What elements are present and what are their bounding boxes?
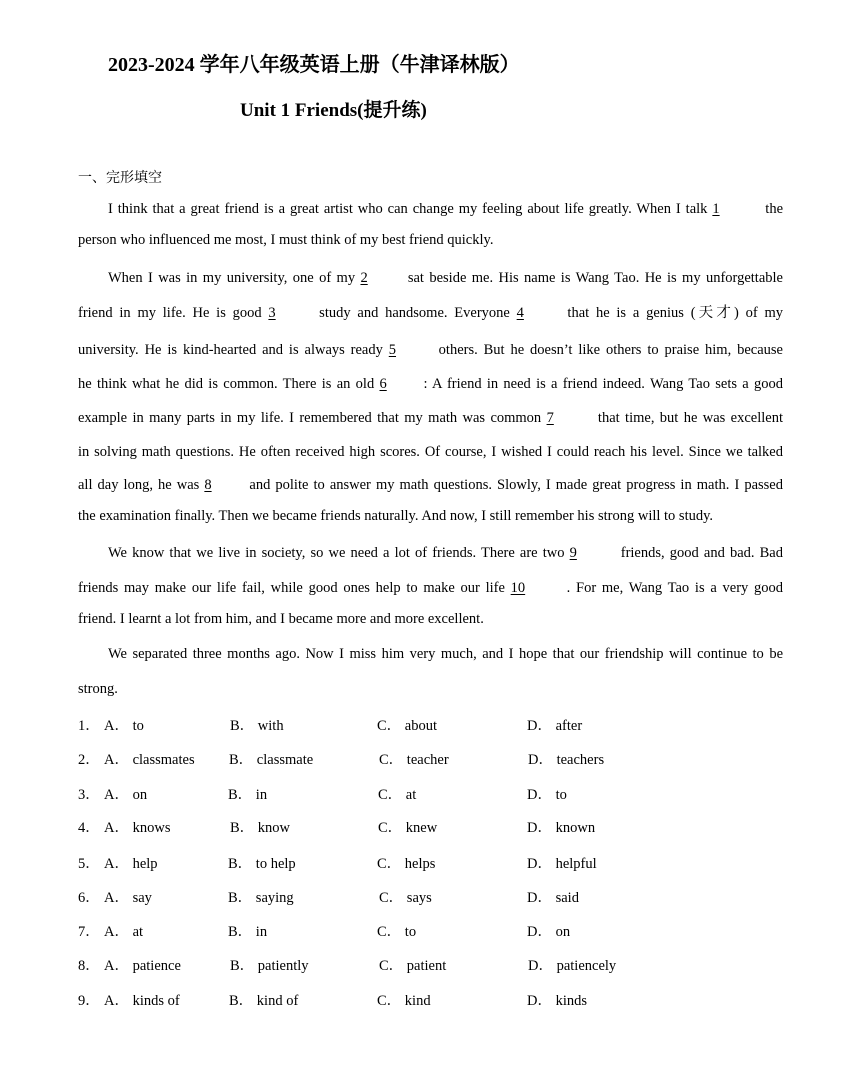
- option-c: C． says: [379, 890, 432, 906]
- blank-4: 4: [516, 305, 524, 321]
- document-title: 2023-2024 学年八年级英语上册（牛津译林版）: [108, 54, 520, 76]
- blank-9: 9: [569, 545, 577, 561]
- option-c: C． about: [377, 718, 438, 734]
- question-number: 8．: [78, 958, 100, 974]
- passage-line: I think that a great friend is a great artist who can change my feeling about life greatly. When I talk 1 the: [108, 201, 784, 217]
- blank-6: 6: [379, 376, 387, 392]
- option-d: D． on: [527, 924, 571, 940]
- option-c: C． knew: [378, 820, 438, 836]
- passage-line: strong.: [78, 681, 118, 697]
- question-number: 4．: [78, 820, 100, 836]
- option-b: B． in: [228, 787, 268, 803]
- blank-7: 7: [546, 410, 554, 426]
- option-a: A． at: [104, 924, 144, 940]
- passage-line: person who influenced me most, I must think of my best friend quickly.: [78, 232, 494, 248]
- option-b: B． with: [230, 718, 284, 734]
- passage-line: We separated three months ago. Now I miss him very much, and I hope that our friendship will continue to be: [108, 646, 783, 662]
- passage-line: in solving math questions. He often received high scores. Of course, I wished I could reach his level. Since we talked: [78, 444, 783, 460]
- option-d: D． to: [527, 787, 567, 803]
- passage-line: friends may make our life fail, while good ones help to make our life 10 . For me, Wang Tao is a very good: [78, 580, 784, 596]
- option-b: B． saying: [228, 890, 294, 906]
- blank-3: 3: [268, 305, 276, 321]
- option-a: A． patience: [104, 958, 181, 974]
- document-subtitle: Unit 1 Friends(提升练): [240, 100, 427, 121]
- passage-line: friend. I learnt a lot from him, and I became more and more excellent.: [78, 611, 484, 627]
- option-a: A． knows: [104, 820, 171, 836]
- option-a: A． say: [104, 890, 152, 906]
- question-number: 5．: [78, 856, 100, 872]
- option-c: C． teacher: [379, 752, 449, 768]
- passage-line: friend in my life. He is good 3 study and handsome. Everyone 4 that he is a genius (天才) of my: [78, 305, 783, 321]
- option-c: C． patient: [379, 958, 447, 974]
- blank-8: 8: [204, 477, 212, 493]
- blank-2: 2: [360, 270, 368, 286]
- option-c: C． kind: [377, 993, 431, 1009]
- option-d: D． said: [527, 890, 579, 906]
- blank-10: 10: [510, 580, 526, 596]
- option-b: B． know: [230, 820, 291, 836]
- option-a: A． to: [104, 718, 144, 734]
- option-d: D． after: [527, 718, 583, 734]
- section-heading: 一、完形填空: [78, 170, 162, 186]
- question-number: 1．: [78, 718, 100, 734]
- question-number: 9．: [78, 993, 100, 1009]
- option-d: D． kinds: [527, 993, 588, 1009]
- option-b: B． kind of: [229, 993, 299, 1009]
- blank-5: 5: [388, 342, 397, 358]
- question-number: 3．: [78, 787, 100, 803]
- option-b: B． to help: [228, 856, 296, 872]
- option-a: A． classmates: [104, 752, 195, 768]
- passage-line: the examination finally. Then we became friends naturally. And now, I still remember his strong will to study.: [78, 508, 714, 524]
- question-number: 6．: [78, 890, 100, 906]
- option-c: C． to: [377, 924, 417, 940]
- passage-line: example in many parts in my life. I remembered that my math was common 7 that time, but he was excellent: [78, 410, 784, 426]
- passage-line: university. He is kind-hearted and is always ready 5 others. But he doesn’t like others to praise him, because: [78, 342, 783, 358]
- option-a: A． kinds of: [104, 993, 180, 1009]
- question-number: 2．: [78, 752, 100, 768]
- option-c: C． helps: [377, 856, 436, 872]
- passage-line: he think what he did is common. There is an old 6 : A friend in need is a friend indeed. Wang Tao sets a good: [78, 376, 783, 392]
- option-a: A． on: [104, 787, 148, 803]
- option-b: B． classmate: [229, 752, 314, 768]
- question-number: 7．: [78, 924, 100, 940]
- option-d: D． teachers: [528, 752, 605, 768]
- passage-line: all day long, he was 8 and polite to answer my math questions. Slowly, I made great progress in math. I passed: [78, 477, 783, 493]
- option-d: D． helpful: [527, 856, 597, 872]
- passage-line: When I was in my university, one of my 2 sat beside me. His name is Wang Tao. He is my unforgettable: [108, 270, 783, 286]
- option-c: C． at: [378, 787, 417, 803]
- option-d: D． known: [527, 820, 596, 836]
- passage-line: We know that we live in society, so we need a lot of friends. There are two 9 friends, good and bad. Bad: [108, 545, 783, 561]
- option-a: A． help: [104, 856, 158, 872]
- blank-1: 1: [712, 201, 720, 217]
- option-d: D． patiencely: [528, 958, 617, 974]
- option-b: B． patiently: [230, 958, 309, 974]
- option-b: B． in: [228, 924, 268, 940]
